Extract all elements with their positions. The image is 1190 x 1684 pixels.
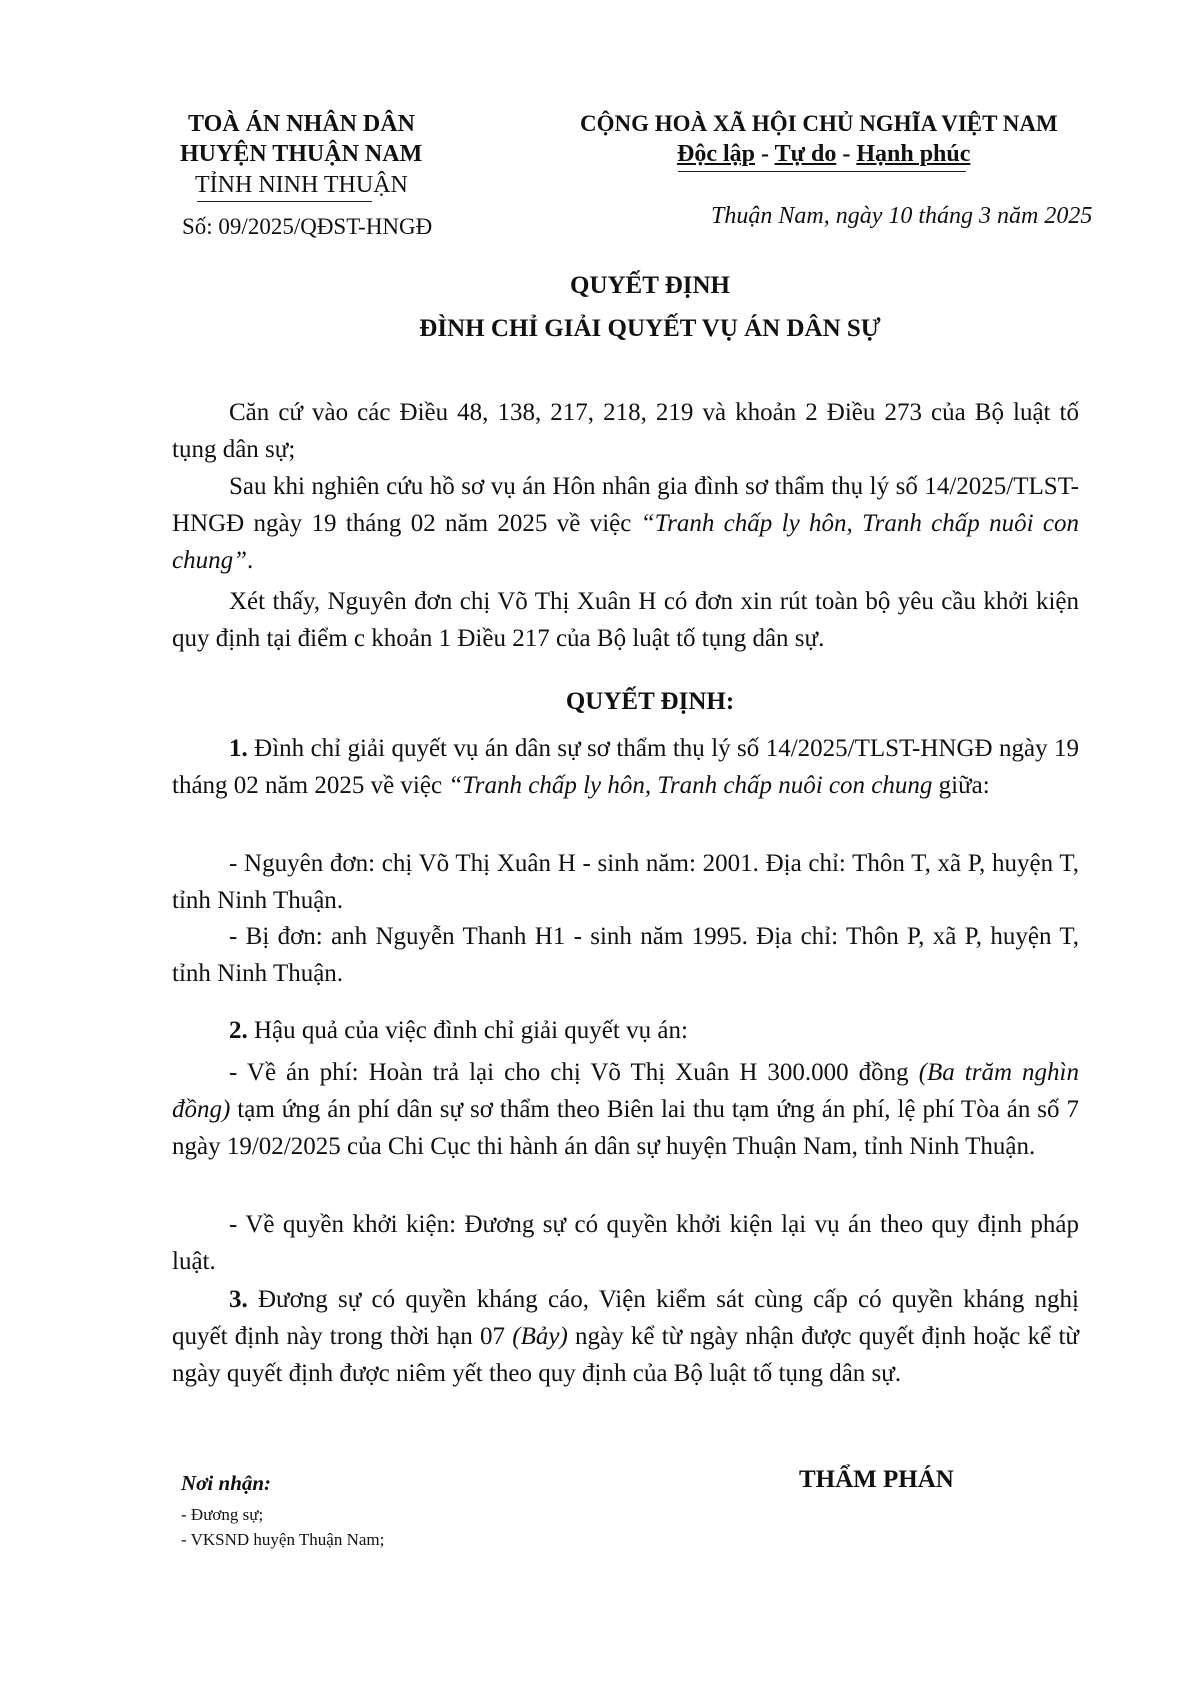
signer-title: THẨM PHÁN [799,1466,954,1493]
case-matter: “Tranh chấp ly hôn, Tranh chấp nuôi con chung” [172,510,1079,574]
title-decision: QUYẾT ĐỊNH [570,272,730,299]
motto-independence: Độc lập [677,141,755,167]
motto-underline [678,171,966,172]
motto-separator-2: - [836,141,857,167]
court-fee-info [172,1054,1079,1165]
place-and-date: Thuận Nam, ngày 10 tháng 3 năm 2025 [711,203,1093,229]
plaintiff-text: - Nguyên đơn: chị Võ Thị Xuân H - sinh năm: 2001. Địa chỉ: Thôn T, xã P, huyện T, tỉnh Ninh Thuận. [172,850,1079,914]
decision-item-3 [172,1281,1079,1392]
decision-item-1 [172,730,1079,804]
item-1-text: Đình chỉ giải quyết vụ án dân sự sơ thẩm thụ lý số 14/2025/TLST-HNGĐ ngày 19 tháng 02 năm 2025 về việc [172,735,1079,799]
preamble-case-review-text: Sau khi nghiên cứu hồ sơ vụ án Hôn nhân gia đình sơ thẩm thụ lý số 14/2025/TLST-HNGĐ ngày 19 tháng 02 năm 2025 về việc [172,473,1079,537]
court-fee-text-end: tạm ứng án phí dân sự sơ thẩm theo Biên lai thu tạm ứng án phí, lệ phí Tòa án số 7 ngày 19/02/2025 của Chi Cục thi hành án dân sự huyện Thuận Nam, tỉnh Ninh Thuận. [172,1096,1079,1160]
document-number: Số: 09/2025/QĐST-HNGĐ [182,214,433,239]
preamble-case-review [172,468,1079,579]
plaintiff-info [172,845,1079,919]
item-3-text-end: ngày kể từ ngày nhận được quyết định hoặc kể từ ngày quyết định được niêm yết theo quy định của Bộ luật tố tụng dân sự. [172,1323,1079,1387]
preamble-finding [172,583,1079,657]
item-1-matter: “Tranh chấp ly hôn, Tranh chấp nuôi con chung [448,772,933,799]
nation-name: CỘNG HOÀ XÃ HỘI CHỦ NGHĨA VIỆT NAM [580,111,1058,136]
recipient-procuracy: - VKSND huyện Thuận Nam; [181,1530,385,1549]
decision-item-2 [172,1012,1079,1049]
lawsuit-rights-text: - Về quyền khởi kiện: Đương sự có quyền khởi kiện lại vụ án theo quy định pháp luật. [172,1211,1079,1275]
item-3-number: 3. [229,1286,248,1313]
defendant-text: - Bị đơn: anh Nguyễn Thanh H1 - sinh năm 1995. Địa chỉ: Thôn P, xã P, huyện T, tỉnh Ninh Thuận. [172,923,1079,987]
defendant-info [172,918,1079,992]
recipient-parties: - Đương sự; [181,1505,264,1524]
preamble-legal-basis [172,394,1079,468]
preamble-legal-basis-text: Căn cứ vào các Điều 48, 138, 217, 218, 219 và khoản 2 Điều 273 của Bộ luật tố tụng dân sự; [172,399,1079,463]
decision-heading: QUYẾT ĐỊNH: [565,688,735,715]
appeal-period-words: (Bảy) [512,1323,568,1350]
item-1-number: 1. [229,735,248,762]
recipients-label: Nơi nhận: [181,1471,272,1495]
motto-freedom: Tự do [774,141,837,167]
court-name-line2: HUYỆN THUẬN NAM [180,141,423,167]
item-2-number: 2. [229,1017,248,1044]
court-fee-text: - Về án phí: Hoàn trả lại cho chị Võ Thị Xuân H 300.000 đồng [229,1059,919,1086]
preamble-case-review-end: . [247,547,254,574]
preamble-finding-text: Xét thấy, Nguyên đơn chị Võ Thị Xuân H có đơn xin rút toàn bộ yêu cầu khởi kiện quy định tại điểm c khoản 1 Điều 217 của Bộ luật tố tụng dân sự. [172,588,1079,652]
item-2-text: Hậu quả của việc đình chỉ giải quyết vụ án: [247,1017,688,1044]
national-motto [677,141,970,168]
motto-separator-1: - [755,141,775,167]
title-subject: ĐÌNH CHỈ GIẢI QUYẾT VỤ ÁN DÂN SỰ [419,315,881,342]
court-province: TỈNH NINH THUẬN [195,172,408,198]
court-fee-amount-words: (Ba trăm nghìn đồng) [172,1059,1079,1123]
item-3-text: Đương sự có quyền kháng cáo, Viện kiểm sát cùng cấp có quyền kháng nghị quyết định này trong thời hạn 07 [172,1286,1079,1350]
motto-happiness: Hạnh phúc [856,141,971,167]
item-1-text-end: giữa: [932,772,990,799]
court-underline [197,201,372,202]
lawsuit-rights-info [172,1206,1079,1280]
court-name-line1: TOÀ ÁN NHÂN DÂN [188,111,415,137]
